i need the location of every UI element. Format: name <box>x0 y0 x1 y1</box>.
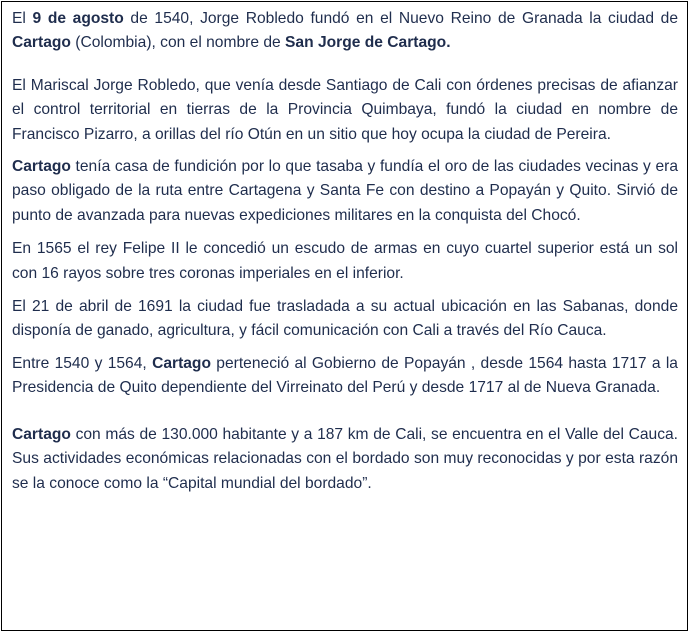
bold-city-name: Cartago <box>152 354 211 372</box>
paragraph-present-day <box>12 423 678 496</box>
bold-city-name: Cartago <box>12 158 71 176</box>
paragraph-relocation <box>12 295 678 344</box>
text-segment: En 1565 el rey Felipe II le concedió un escudo de armas en cuyo cuartel superior está un sol con 16 rayos sobre tres coronas imperiales en el inferior. <box>12 240 678 282</box>
text-segment: (Colombia), con el nombre de <box>70 34 286 52</box>
text-segment: de 1540, Jorge Robledo fundó en el Nuevo Reino de Granada la ciudad de <box>123 10 678 27</box>
bold-city-name: Cartago <box>12 34 71 52</box>
paragraph-robledo <box>12 74 678 147</box>
text-segment: El <box>12 10 33 27</box>
bold-date: 9 de agosto <box>32 10 124 27</box>
paragraph-foundry <box>12 155 678 228</box>
bold-city-name: Cartago <box>12 425 71 443</box>
paragraph-founding <box>12 7 678 56</box>
text-segment: Entre 1540 y 1564, <box>12 354 153 372</box>
text-segment: tenía casa de fundición por lo que tasaba y fundía el oro de las ciudades vecinas y era paso obligado de la ruta entre Cartagena y Santa Fe con destino a Popayán y Quito. Sirvió de punto de avanzada para nuevas expediciones militares en la conquista del Chocó. <box>12 158 678 224</box>
text-segment: perteneció al Gobierno de Popayán , desde 1564 hasta 1717 a la Presidencia de Quito dependiente del Virreinato del Perú y desde 1717 al de Nueva Granada. <box>12 354 678 397</box>
history-text-box <box>1 1 688 631</box>
text-segment: El 21 de abril de 1691 la ciudad fue trasladada a su actual ubicación en las Sabanas, donde disponía de ganado, agricultura, y fácil comunicación con Cali a través del Río Cauca. <box>12 298 678 340</box>
bold-original-name: San Jorge de Cartago. <box>285 34 451 52</box>
paragraph-coat-of-arms <box>12 237 678 286</box>
text-segment: El Mariscal Jorge Robledo, que venía desde Santiago de Cali con órdenes precisas de afianzar el control territorial en tierras de la Provincia Quimbaya, fundó la ciudad en nombre de Francisco Pizarro, a orillas del río Otún en un sitio que hoy ocupa la ciudad de Pereira. <box>12 76 678 143</box>
paragraph-governance <box>12 352 678 401</box>
text-segment: con más de 130.000 habitante y a 187 km de Cali, se encuentra en el Valle del Cauca. Sus actividades económicas relacionadas con el bordado son muy reconocidas y por esta razón se la conoce como la “Capital mundial del bordado”. <box>12 425 678 492</box>
